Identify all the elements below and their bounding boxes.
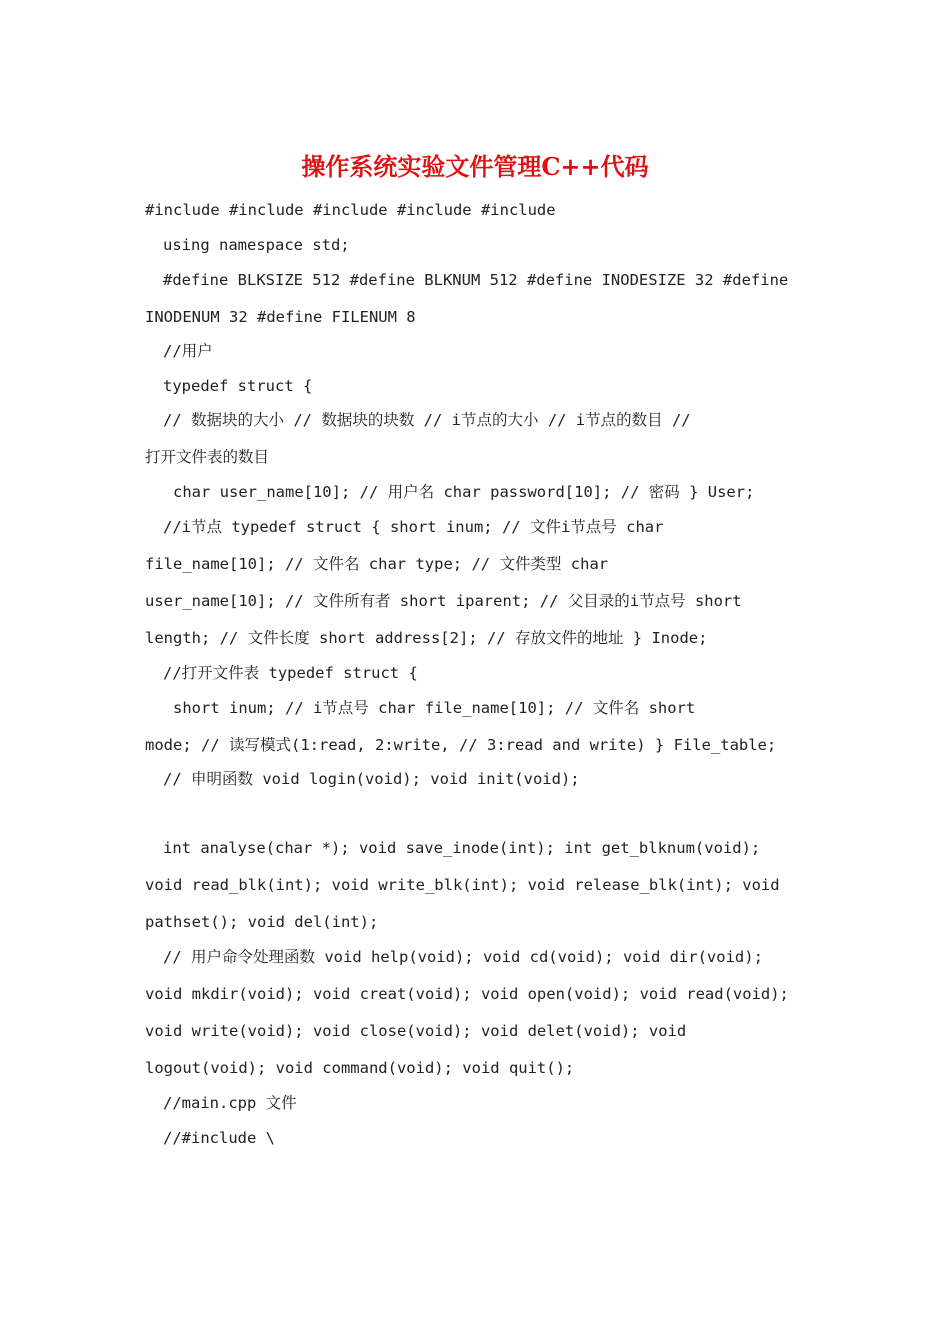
code-line-inode-username: user_name[10]; // 文件所有者 short iparent; // 父目录的i节点号 short xyxy=(145,592,742,610)
code-line-command-handlers-3: void write(void); void close(void); void delet(void); void xyxy=(145,1022,687,1040)
code-line-command-handlers-2: void mkdir(void); void creat(void); void open(void); void read(void); xyxy=(145,985,789,1003)
code-line-user-comment: //用户 xyxy=(163,342,213,360)
code-line-user-struct: char user_name[10]; // 用户名 char password[10]; // 密码 } User; xyxy=(173,483,755,501)
code-line-file-table-fields: short inum; // i节点号 char file_name[10]; // 文件名 short xyxy=(173,699,696,717)
code-line-size-comments: // 数据块的大小 // 数据块的块数 // i节点的大小 // i节点的数目 // xyxy=(163,411,691,429)
code-line-file-table-mode: mode; // 读写模式(1:read, 2:write, // 3:read and write) } File_table; xyxy=(145,736,777,754)
code-line-function-prototypes-2: void read_blk(int); void write_blk(int); void release_blk(int); void xyxy=(145,876,780,894)
code-line-typedef-struct: typedef struct { xyxy=(163,377,313,395)
code-line-inode-filename: file_name[10]; // 文件名 char type; // 文件类型 char xyxy=(145,555,609,573)
code-line-includes: #include #include #include #include #include xyxy=(145,201,556,219)
code-line-defines: #define BLKSIZE 512 #define BLKNUM 512 #define INODESIZE 32 #define xyxy=(163,271,789,289)
document-title: 操作系统实验文件管理C++代码 xyxy=(301,152,649,181)
code-line-inode-struct: //i节点 typedef struct { short inum; // 文件i节点号 char xyxy=(163,518,664,536)
code-line-function-prototypes: int analyse(char *); void save_inode(int); int get_blknum(void); xyxy=(163,839,761,857)
code-line-file-table-typedef: //打开文件表 typedef struct { xyxy=(163,664,418,682)
code-line-command-handlers-4: logout(void); void command(void); void quit(); xyxy=(145,1059,575,1077)
code-line-command-handlers: // 用户命令处理函数 void help(void); void cd(void); void dir(void); xyxy=(163,948,763,966)
code-line-declare-functions: // 申明函数 void login(void); void init(void); xyxy=(163,770,580,788)
code-line-include-comment: //#include \ xyxy=(163,1129,275,1147)
code-line-using-namespace: using namespace std; xyxy=(163,236,350,254)
code-line-defines-cont: INODENUM 32 #define FILENUM 8 xyxy=(145,308,416,326)
code-line-inode-length: length; // 文件长度 short address[2]; // 存放文件的地址 } Inode; xyxy=(145,629,708,647)
code-line-main-cpp-comment: //main.cpp 文件 xyxy=(163,1094,297,1112)
code-line-size-comments-cont: 打开文件表的数目 xyxy=(145,448,270,466)
code-line-function-prototypes-3: pathset(); void del(int); xyxy=(145,913,379,931)
